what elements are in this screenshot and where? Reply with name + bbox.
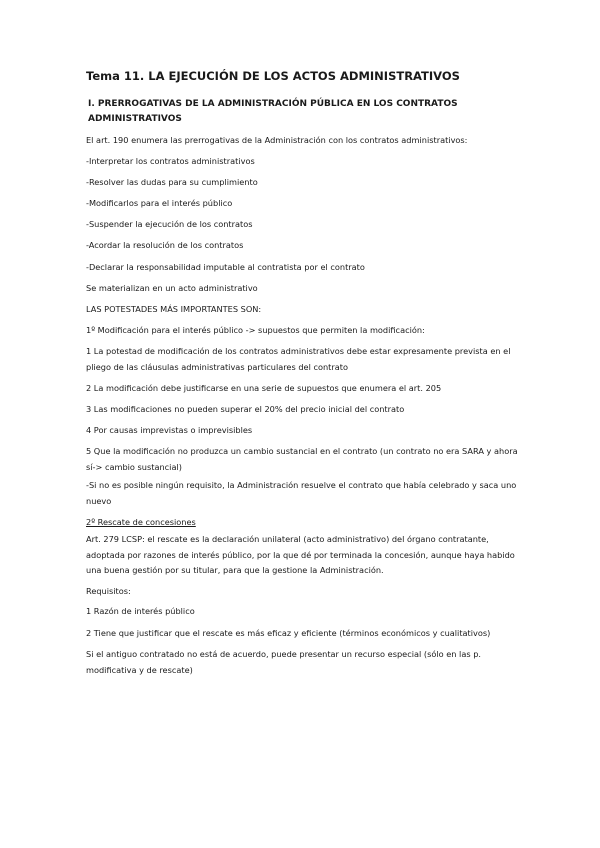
requisito-item: 2 Tiene que justificar que el rescate es más eficaz y eficiente (términos económicos y cualitativos)	[86, 628, 491, 638]
section-heading: I. PRERROGATIVAS DE LA ADMINISTRACIÓN PÚBLICA EN LOS CONTRATOS ADMINISTRATIVOS	[88, 99, 458, 124]
prerogative-item: -Interpretar los contratos administrativos	[86, 156, 255, 166]
rescate-paragraph: Art. 279 LCSP: el rescate es la declaración unilateral (acto administrativo) del órgano contratante, adoptada por razones de interés público, por la que dé por terminada la concesión, aunque haya habido una buena gestión por su titular, para que la gestione la Administración.	[86, 534, 515, 575]
potestades-heading: LAS POTESTADES MÁS IMPORTANTES SON:	[86, 304, 262, 314]
prerogative-item: -Suspender la ejecución de los contratos	[86, 219, 253, 229]
recurso-paragraph: Si el antiguo contratado no está de acuerdo, puede presentar un recurso especial (sólo en las p. modificativa y de rescate)	[86, 649, 482, 675]
document-title: Tema 11. LA EJECUCIÓN DE LOS ACTOS ADMINISTRATIVOS	[86, 69, 460, 83]
rescate-heading: 2º Rescate de concesiones	[86, 517, 196, 527]
prerogative-item: -Modificarlos para el interés público	[86, 198, 233, 208]
prerogative-item: -Declarar la responsabilidad imputable al contratista por el contrato	[86, 262, 365, 272]
modificacion-point: 3 Las modificaciones no pueden superar el 20% del precio inicial del contrato	[86, 404, 405, 414]
requisito-item: 1 Razón de interés público	[86, 606, 195, 616]
materializan-paragraph: Se materializan en un acto administrativo	[86, 283, 258, 293]
modificacion-heading: 1º Modificación para el interés público -> supuestos que permiten la modificación:	[86, 325, 425, 335]
modificacion-point: 2 La modificación debe justificarse en una serie de supuestos que enumera el art. 205	[86, 383, 442, 393]
requisitos-label: Requisitos:	[86, 586, 131, 596]
modificacion-point: 5 Que la modificación no produzca un cambio sustancial en el contrato (un contrato no era SARA y ahora sí-> cambio sustancial)	[86, 446, 518, 472]
modificacion-point: 4 Por causas imprevistas o imprevisibles	[86, 425, 253, 435]
modificacion-note: -Si no es posible ningún requisito, la Administración resuelve el contrato que había celebrado y saca uno nuevo	[86, 480, 517, 506]
prerogative-item: -Acordar la resolución de los contratos	[86, 240, 244, 250]
intro-paragraph: El art. 190 enumera las prerrogativas de la Administración con los contratos administrativos:	[86, 135, 468, 145]
modificacion-point: 1 La potestad de modificación de los contratos administrativos debe estar expresamente prevista en el pliego de las cláusulas administrativas particulares del contrato	[86, 346, 511, 372]
prerogative-item: -Resolver las dudas para su cumplimiento	[86, 177, 258, 187]
